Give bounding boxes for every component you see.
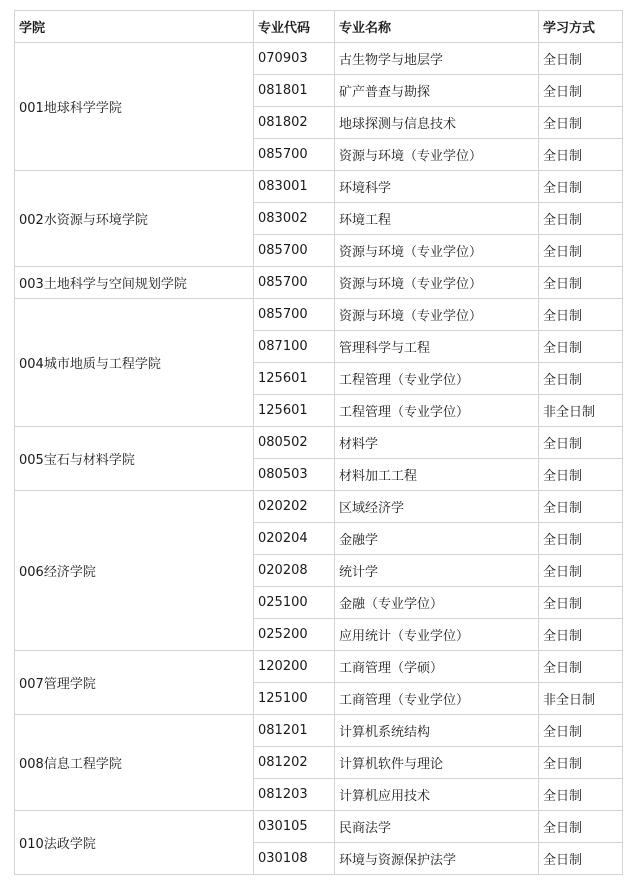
program-code-cell: 081802: [254, 107, 335, 139]
program-name-cell: 工程管理（专业学位）: [335, 363, 539, 395]
program-code-cell: 025200: [254, 619, 335, 651]
college-cell: 005宝石与材料学院: [15, 427, 254, 491]
program-code-cell: 030108: [254, 843, 335, 875]
program-code-cell: 020202: [254, 491, 335, 523]
header-college: 学院: [15, 11, 254, 43]
study-mode-cell: 全日制: [539, 171, 623, 203]
program-code-cell: 085700: [254, 267, 335, 299]
program-name-cell: 工商管理（专业学位）: [335, 683, 539, 715]
program-name-cell: 金融（专业学位）: [335, 587, 539, 619]
study-mode-cell: 全日制: [539, 331, 623, 363]
program-code-cell: 125601: [254, 363, 335, 395]
header-row: [15, 11, 623, 43]
header-mode: 学习方式: [539, 11, 623, 43]
table-row: [15, 43, 623, 75]
study-mode-cell: 全日制: [539, 235, 623, 267]
table-row: [15, 651, 623, 683]
study-mode-cell: 全日制: [539, 811, 623, 843]
program-name-cell: 资源与环境（专业学位）: [335, 267, 539, 299]
study-mode-cell: 全日制: [539, 43, 623, 75]
program-code-cell: 087100: [254, 331, 335, 363]
study-mode-cell: 全日制: [539, 139, 623, 171]
program-code-cell: 120200: [254, 651, 335, 683]
college-cell: 006经济学院: [15, 491, 254, 651]
program-code-cell: 025100: [254, 587, 335, 619]
study-mode-cell: 全日制: [539, 747, 623, 779]
college-cell: 008信息工程学院: [15, 715, 254, 811]
table-row: [15, 171, 623, 203]
study-mode-cell: 全日制: [539, 267, 623, 299]
program-name-cell: 工程管理（专业学位）: [335, 395, 539, 427]
program-name-cell: 材料学: [335, 427, 539, 459]
program-code-cell: 083002: [254, 203, 335, 235]
study-mode-cell: 全日制: [539, 491, 623, 523]
program-name-cell: 计算机系统结构: [335, 715, 539, 747]
study-mode-cell: 全日制: [539, 779, 623, 811]
program-name-cell: 计算机应用技术: [335, 779, 539, 811]
study-mode-cell: 全日制: [539, 843, 623, 875]
study-mode-cell: 全日制: [539, 203, 623, 235]
program-name-cell: 矿产普查与勘探: [335, 75, 539, 107]
program-name-cell: 计算机软件与理论: [335, 747, 539, 779]
program-name-cell: 统计学: [335, 555, 539, 587]
program-code-cell: 080502: [254, 427, 335, 459]
program-name-cell: 古生物学与地层学: [335, 43, 539, 75]
study-mode-cell: 全日制: [539, 75, 623, 107]
study-mode-cell: 全日制: [539, 459, 623, 491]
college-cell: 007管理学院: [15, 651, 254, 715]
program-table-container: [14, 10, 622, 875]
program-code-cell: 081801: [254, 75, 335, 107]
program-name-cell: 资源与环境（专业学位）: [335, 235, 539, 267]
program-name-cell: 资源与环境（专业学位）: [335, 139, 539, 171]
program-code-cell: 085700: [254, 235, 335, 267]
study-mode-cell: 全日制: [539, 107, 623, 139]
study-mode-cell: 全日制: [539, 587, 623, 619]
college-cell: 002水资源与环境学院: [15, 171, 254, 267]
program-code-cell: 083001: [254, 171, 335, 203]
program-code-cell: 085700: [254, 139, 335, 171]
study-mode-cell: 非全日制: [539, 683, 623, 715]
program-name-cell: 环境科学: [335, 171, 539, 203]
program-code-cell: 020204: [254, 523, 335, 555]
program-table: [14, 10, 623, 875]
program-code-cell: 020208: [254, 555, 335, 587]
program-code-cell: 081203: [254, 779, 335, 811]
program-name-cell: 区域经济学: [335, 491, 539, 523]
program-name-cell: 环境工程: [335, 203, 539, 235]
program-name-cell: 应用统计（专业学位）: [335, 619, 539, 651]
study-mode-cell: 全日制: [539, 555, 623, 587]
college-cell: 010法政学院: [15, 811, 254, 875]
program-name-cell: 地球探测与信息技术: [335, 107, 539, 139]
table-row: [15, 267, 623, 299]
program-name-cell: 工商管理（学硕）: [335, 651, 539, 683]
program-name-cell: 民商法学: [335, 811, 539, 843]
header-name: 专业名称: [335, 11, 539, 43]
program-code-cell: 125601: [254, 395, 335, 427]
table-row: [15, 715, 623, 747]
program-name-cell: 环境与资源保护法学: [335, 843, 539, 875]
college-cell: 003土地科学与空间规划学院: [15, 267, 254, 299]
program-code-cell: 070903: [254, 43, 335, 75]
program-name-cell: 资源与环境（专业学位）: [335, 299, 539, 331]
program-code-cell: 081202: [254, 747, 335, 779]
table-row: [15, 811, 623, 843]
program-code-cell: 125100: [254, 683, 335, 715]
table-body: [15, 43, 623, 875]
study-mode-cell: 全日制: [539, 619, 623, 651]
program-code-cell: 080503: [254, 459, 335, 491]
program-code-cell: 030105: [254, 811, 335, 843]
program-name-cell: 管理科学与工程: [335, 331, 539, 363]
college-cell: 004城市地质与工程学院: [15, 299, 254, 427]
program-code-cell: 085700: [254, 299, 335, 331]
table-row: [15, 299, 623, 331]
study-mode-cell: 非全日制: [539, 395, 623, 427]
college-cell: 001地球科学学院: [15, 43, 254, 171]
table-row: [15, 427, 623, 459]
study-mode-cell: 全日制: [539, 427, 623, 459]
program-name-cell: 金融学: [335, 523, 539, 555]
study-mode-cell: 全日制: [539, 651, 623, 683]
study-mode-cell: 全日制: [539, 523, 623, 555]
study-mode-cell: 全日制: [539, 715, 623, 747]
table-row: [15, 491, 623, 523]
header-code: 专业代码: [254, 11, 335, 43]
study-mode-cell: 全日制: [539, 299, 623, 331]
program-code-cell: 081201: [254, 715, 335, 747]
study-mode-cell: 全日制: [539, 363, 623, 395]
program-name-cell: 材料加工工程: [335, 459, 539, 491]
